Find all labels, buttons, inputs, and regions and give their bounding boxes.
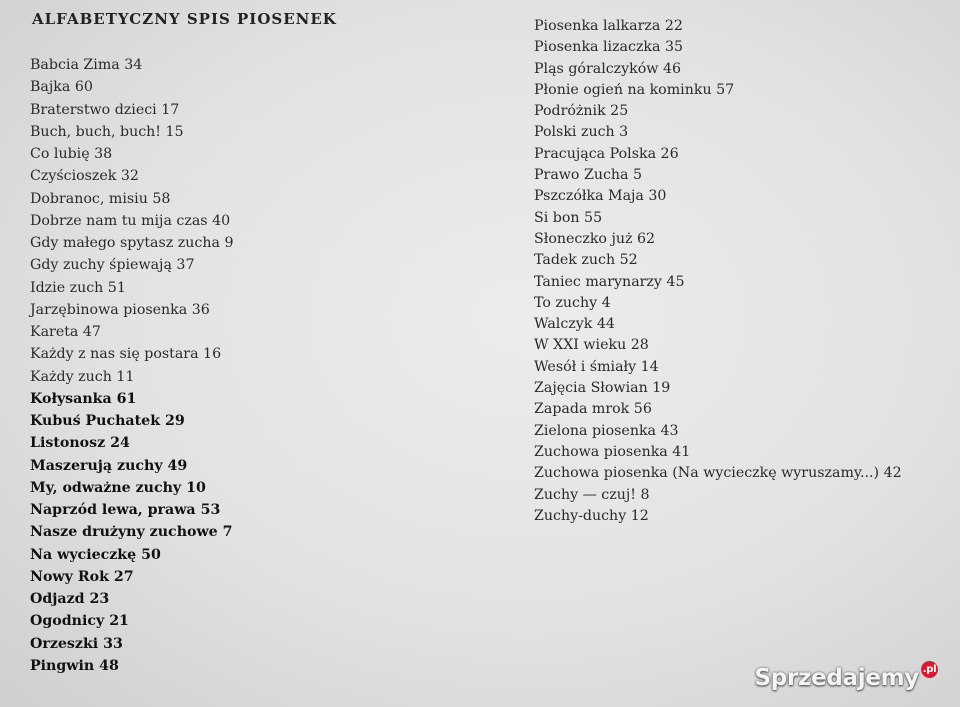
song-entry: Zielona piosenka 43 — [534, 422, 679, 439]
song-entry: Bajka 60 — [30, 79, 93, 96]
song-list-left-column — [30, 54, 233, 677]
song-entry: Zuchowa piosenka (Na wycieczkę wyruszamy...) 42 — [534, 465, 902, 482]
song-entry: Nowy Rok 27 — [30, 568, 134, 585]
song-entry: Nasze drużyny zuchowe 7 — [30, 524, 233, 541]
song-entry: Co lubię 38 — [30, 146, 113, 162]
song-entry: Pszczółka Maja 30 — [534, 188, 667, 205]
song-entry: Zuchy — czuj! 8 — [534, 486, 650, 503]
song-entry: Na wycieczkę 50 — [30, 546, 161, 563]
song-entry: Piosenka lalkarza 22 — [534, 18, 683, 34]
song-entry: Słoneczko już 62 — [534, 230, 656, 247]
song-entry: Odjazd 23 — [30, 591, 110, 607]
song-entry: Orzeszki 33 — [30, 635, 123, 652]
song-entry: Naprzód lewa, prawa 53 — [30, 502, 221, 518]
song-entry: Kubuś Puchatek 29 — [30, 413, 185, 429]
song-entry: Piosenka lizaczka 35 — [534, 39, 684, 56]
song-entry: Każdy zuch 11 — [30, 368, 135, 385]
song-entry: Każdy z nas się postara 16 — [30, 346, 222, 363]
song-entry: W XXI wieku 28 — [534, 337, 649, 354]
song-entry: Kołysanka 61 — [30, 390, 137, 407]
song-entry: Babcia Zima 34 — [30, 57, 143, 73]
song-entry: Listonosz 24 — [30, 435, 130, 452]
song-entry: Jarzębinowa piosenka 36 — [30, 301, 210, 318]
song-entry: Walczyk 44 — [534, 316, 615, 333]
song-entry: Taniec marynarzy 45 — [534, 273, 685, 290]
song-entry: Idzie zuch 51 — [30, 279, 126, 296]
song-list-right-column — [534, 16, 902, 527]
page-title: ALFABETYCZNY SPIS PIOSENEK — [32, 10, 337, 28]
song-entry: Si bon 55 — [534, 209, 603, 226]
song-entry: Buch, buch, buch! 15 — [30, 123, 184, 140]
song-entry: Pracująca Polska 26 — [534, 145, 679, 162]
watermark-text: Sprzedajemy — [754, 665, 919, 691]
sprzedajemy-watermark-logo — [755, 665, 938, 691]
song-entry: Kareta 47 — [30, 324, 101, 340]
song-entry: My, odważne zuchy 10 — [30, 479, 206, 496]
song-entry: Podróżnik 25 — [534, 103, 629, 120]
song-entry: Prawo Zucha 5 — [534, 167, 643, 184]
song-entry: Dobrze nam tu mija czas 40 — [30, 212, 231, 229]
song-entry: Zajęcia Słowian 19 — [534, 380, 671, 397]
song-entry: Gdy zuchy śpiewają 37 — [30, 257, 195, 274]
song-entry: Braterstwo dzieci 17 — [30, 101, 180, 118]
song-entry: To zuchy 4 — [534, 294, 611, 311]
song-entry: Gdy małego spytasz zucha 9 — [30, 235, 234, 251]
song-entry: Maszerują zuchy 49 — [30, 457, 188, 474]
song-entry: Płonie ogień na kominku 57 — [534, 81, 735, 98]
watermark-badge: .pl — [921, 661, 938, 678]
song-entry: Dobranoc, misiu 58 — [30, 190, 171, 207]
song-entry: Zuchy-duchy 12 — [534, 507, 649, 524]
song-entry: Pingwin 48 — [30, 657, 119, 674]
song-entry: Wesół i śmiały 14 — [534, 358, 659, 375]
song-entry: Zuchowa piosenka 41 — [534, 443, 691, 460]
song-entry: Zapada mrok 56 — [534, 401, 652, 418]
song-entry: Ogodnicy 21 — [30, 613, 129, 630]
song-entry: Pląs góralczyków 46 — [534, 60, 682, 77]
song-entry: Tadek zuch 52 — [534, 252, 638, 269]
song-entry: Polski zuch 3 — [534, 124, 629, 141]
song-entry: Czyścioszek 32 — [30, 168, 139, 185]
